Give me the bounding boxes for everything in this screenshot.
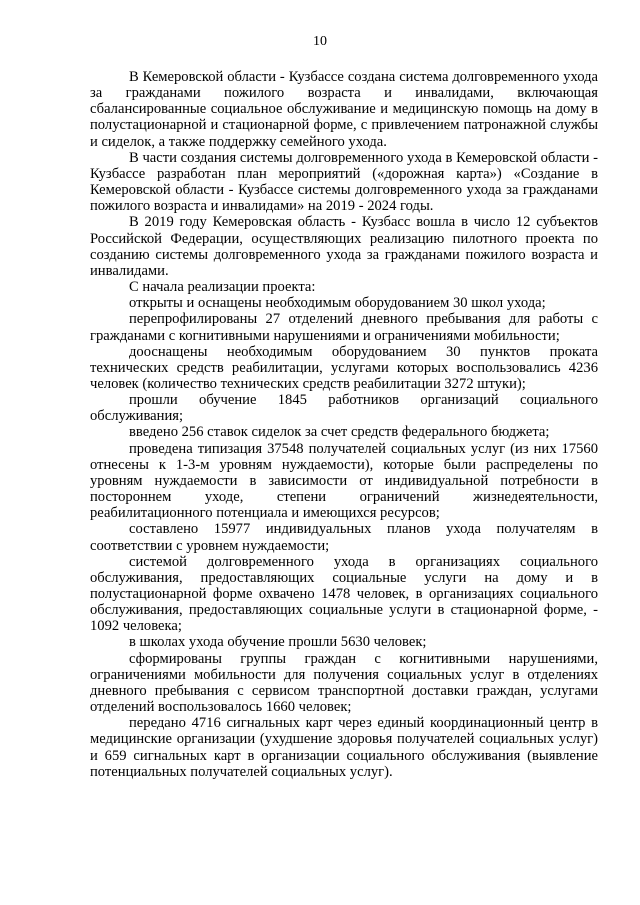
list-item-coverage: системой долговременного ухода в организациях социального обслуживания, предоставляющих социальные услуги на дому и в полустационарной форме охвачено 1478 человек, в организациях социального обслуживания, предоставляющих социальные услуги в стационарной форме, - 1092 человека;	[90, 553, 598, 635]
document-body	[90, 69, 598, 780]
paragraph-pilot-project: В 2019 году Кемеровская область - Кузбасс вошла в число 12 субъектов Российской Федерации, осуществляющих реализацию пилотного проекта по созданию системы долговременного ухода за гражданами пожилого возраста и инвалидами.	[90, 214, 598, 279]
page-number: 10	[313, 34, 327, 49]
paragraph-roadmap: В части создания системы долговременного ухода в Кемеровской области - Кузбассе разработан план мероприятий («дорожная карта») «Создание в Кемеровской области - Кузбассе системы долговременного ухода за гражданами пожилого возраста и инвалидами» на 2019 - 2024 годы.	[90, 149, 598, 215]
list-item-care-schools: открыты и оснащены необходимым оборудованием 30 школ ухода;	[129, 295, 546, 312]
list-item-care-plans: составлено 15977 индивидуальных планов ухода получателям в соответствии с уровнем нуждаемости;	[90, 521, 598, 554]
paragraph-since-start: С начала реализации проекта:	[129, 279, 316, 296]
list-item-day-departments: перепрофилированы 27 отделений дневного пребывания для работы с гражданами с когнитивными нарушениями и ограничениями мобильности;	[90, 311, 598, 344]
list-item-rehab-rental: дооснащены необходимым оборудованием 30 пунктов проката технических средств реабилитации, услугами которых воспользовались 4236 человек (количество технических средств реабилитации 3272 штуки);	[90, 343, 598, 392]
list-item-signal-cards: передано 4716 сигнальных карт через единый координационный центр в медицинские организации (ухудшение здоровья получателей социальных услуг) и 659 сигнальных карт в организации социального обслуживания (выявление потенциальных получателей социальных услуг).	[90, 715, 598, 780]
paragraph-ltc-system: В Кемеровской области - Кузбассе создана система долговременного ухода за гражданами пожилого возраста и инвалидами, включающая сбалансированные социальное обслуживание и медицинскую помощь на дому в полустационарной и стационарной форме, с привлечением патронажной службы и сиделок, а также поддержку семейного ухода.	[90, 69, 598, 150]
list-item-school-training: в школах ухода обучение прошли 5630 человек;	[129, 634, 427, 651]
list-item-groups: сформированы группы граждан с когнитивными нарушениями, ограничениями мобильности для получения социальных услуг в отделениях дневного пребывания с сервисом транспортной доставки граждан, услугами отделений воспользовалось 1660 человек;	[90, 650, 598, 716]
list-item-training: прошли обучение 1845 работников организаций социального обслуживания;	[90, 392, 598, 425]
list-item-caregiver-rates: введено 256 ставок сиделок за счет средств федерального бюджета;	[129, 424, 550, 441]
list-item-typing: проведена типизация 37548 получателей социальных услуг (из них 17560 отнесены к 1-3-м уровням нуждаемости), которые были распределены по уровням нуждаемости в зависимости от индивидуальной потребности в постороннем уходе, степени ограничений жизнедеятельности, реабилитационного потенциала и имеющихся ресурсов;	[90, 440, 598, 522]
